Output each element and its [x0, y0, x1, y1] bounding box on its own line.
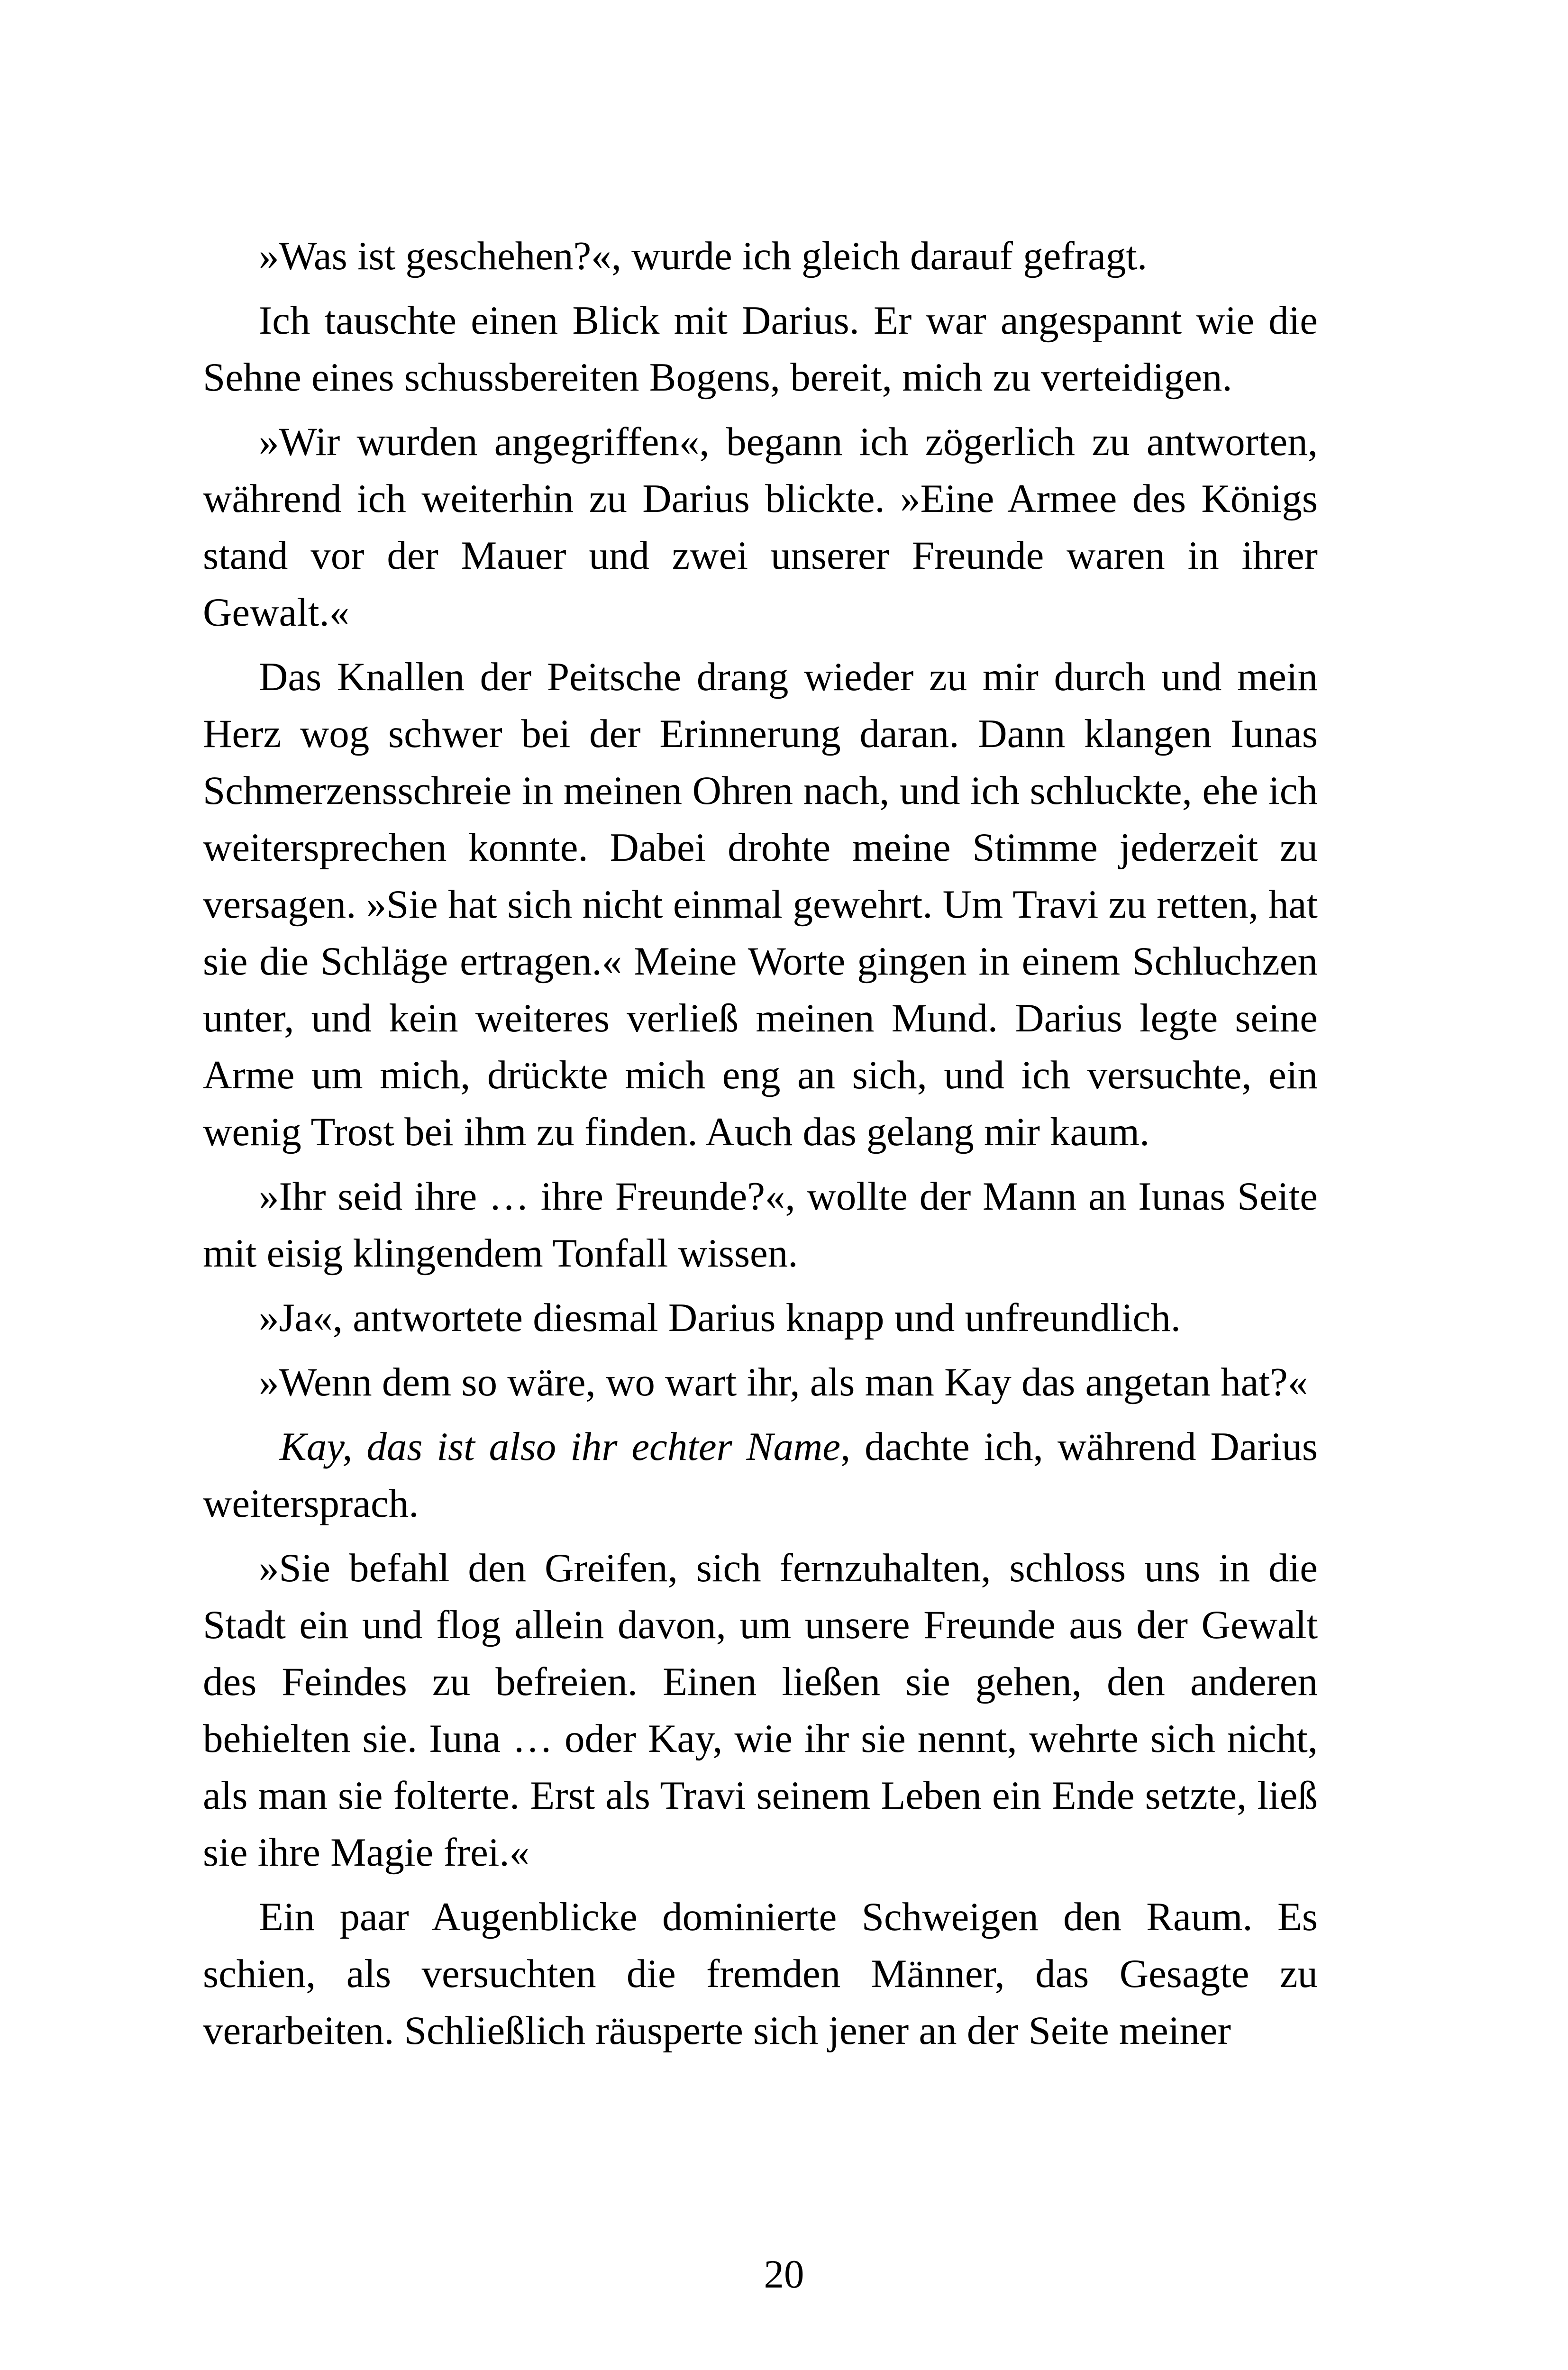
paragraph: »Ihr seid ihre … ihre Freunde?«, wollte der Mann an Iunas Seite mit eisig klingendem Tonfall wissen.	[203, 1174, 1318, 1276]
paragraph: »Wenn dem so wäre, wo wart ihr, als man Kay das angetan hat?«	[259, 1360, 1308, 1404]
page-number: 20	[764, 2252, 804, 2297]
italic-thought: Kay, das ist also ihr echter Name	[280, 1424, 840, 1469]
paragraph-text: , dachte ich, während Darius weitersprach.	[203, 1424, 1318, 1526]
paragraph: Das Knallen der Peitsche drang wieder zu mir durch und mein Herz wog schwer bei der Erinnerung daran. Dann klangen Iunas Schmerzensschreie in meinen Ohren nach, und ich schluckte, ehe ich weitersprechen konnte. Dabei drohte meine Stimme jederzeit zu versagen. »Sie hat sich nicht einmal gewehrt. Um Travi zu retten, hat sie die Schläge ertragen.« Meine Worte gingen in einem Schluchzen unter, und kein weiteres verließ meinen Mund. Darius legte seine Arme um mich, drückte mich eng an sich, und ich versuchte, ein wenig Trost bei ihm zu finden. Auch das gelang mir kaum.	[203, 655, 1318, 1154]
paragraph: »Sie befahl den Greifen, sich fernzuhalten, schloss uns in die Stadt ein und flog allein davon, um unsere Freunde aus der Gewalt des Feindes zu befreien. Einen ließen sie gehen, den anderen behielten sie. Iuna … oder Kay, wie ihr sie nennt, wehrte sich nicht, als man sie folterte. Erst als Travi seinem Leben ein Ende setzte, ließ sie ihre Magie frei.«	[203, 1546, 1318, 1875]
paragraph: »Wir wurden angegriffen«, begann ich zögerlich zu antworten, während ich weiterhin zu Darius blickte. »Eine Armee des Königs stand vor der Mauer und zwei unserer Freunde waren in ihrer Gewalt.«	[203, 419, 1318, 635]
paragraph: Ein paar Augenblicke dominierte Schweigen den Raum. Es schien, als versuchten die fremden Männer, das Gesagte zu verarbeiten. Schließlich räusperte sich jener an der Seite meiner	[203, 1895, 1318, 2053]
paragraph	[203, 1418, 1318, 1532]
paragraph: »Ja«, antwortete diesmal Darius knapp und unfreundlich.	[259, 1295, 1181, 1340]
body-text	[203, 228, 1318, 2059]
paragraph: »Was ist geschehen?«, wurde ich gleich darauf gefragt.	[259, 234, 1148, 278]
paragraph: Ich tauschte einen Blick mit Darius. Er war angespannt wie die Sehne eines schussbereiten Bogens, bereit, mich zu verteidigen.	[203, 298, 1318, 400]
